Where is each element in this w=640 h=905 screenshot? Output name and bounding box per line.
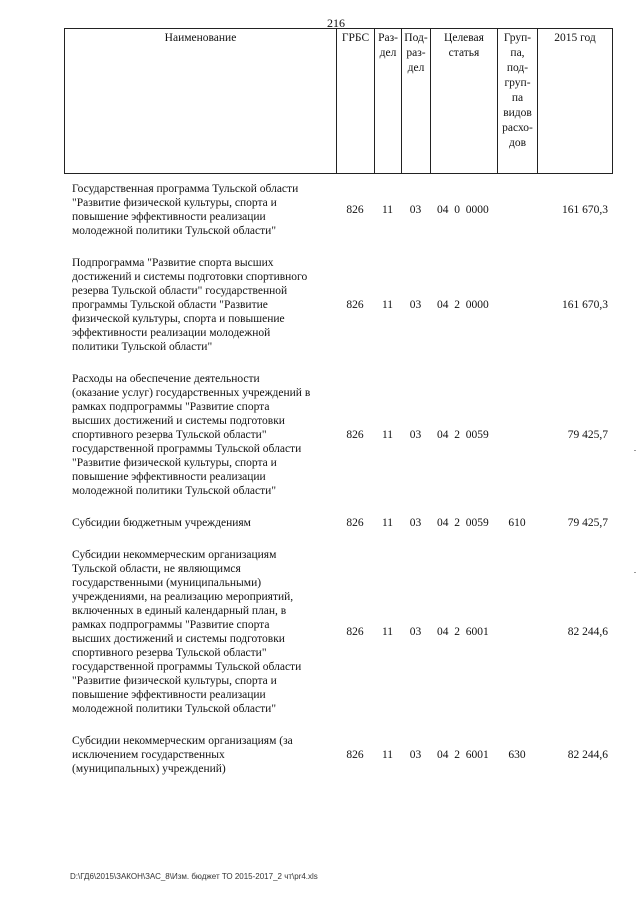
cell-grbs: 826 [346,429,364,441]
row-name-line: повышение эффективности реализации [72,471,266,483]
row-name-line: государственной программы Тульской области [72,443,302,455]
header-gruppa-vidov-rashodov [498,29,538,174]
row-name [64,366,336,510]
row-name-line: молодежной политики Тульской области" [72,703,277,715]
row-name-line: Тульской области, не являющимся [72,563,241,575]
cell-vid-rashodov [497,366,537,510]
row-name-line: рамках подпрограммы "Развитие спорта [72,401,270,413]
table-row [64,250,612,366]
header-line: видов [503,107,532,119]
header-line: дел [379,47,397,59]
cell-sum-2015: 161 670,3 [562,204,608,216]
cell-grbs: 826 [346,626,364,638]
row-name [64,728,336,788]
table-row [64,542,612,728]
header-year: 2015 год [538,29,613,174]
header-podrazdel [402,29,431,174]
row-name-line: политики Тульской области" [72,341,213,353]
cell-podrazdel: 03 [409,299,422,311]
budget-table [64,176,612,788]
row-name-line: (оказание услуг) государственных учреждений в [72,387,311,399]
cell-vid-rashodov [497,542,537,728]
cell-celevaya-statya: 04 2 0059 [437,429,489,441]
cell-sum-2015: 79 425,7 [567,517,608,529]
cell-grbs: 826 [346,749,364,761]
row-name-line: повышение эффективности реализации [72,211,266,223]
row-name [64,542,336,728]
cell-razdel: 11 [381,429,394,441]
cell-vid-rashodov: 610 [508,517,526,529]
row-name-line: достижений и системы подготовки спортивного [72,271,308,283]
header-line: раз- [406,47,426,59]
row-name-line: спортивного резерва Тульской области" [72,647,267,659]
cell-celevaya-statya: 04 2 6001 [437,749,489,761]
row-name-line: государственной программы Тульской области [72,661,302,673]
row-name-line: Субсидии некоммерческим организациям (за [72,735,293,747]
header-line: дов [508,137,527,149]
cell-celevaya-statya: 04 2 0000 [437,299,489,311]
scan-mark [634,450,636,451]
cell-razdel: 11 [381,749,394,761]
header-line: Под- [404,32,428,44]
header-line: груп- [504,77,531,89]
row-name-line: повышение эффективности реализации [72,689,266,701]
row-name-line: Подпрограмма "Развитие спорта высших [72,257,274,269]
scan-mark [634,572,636,573]
row-name-line: физической культуры, спорта и повышение [72,313,285,325]
cell-razdel: 11 [381,299,394,311]
cell-celevaya-statya: 04 2 0059 [437,517,489,529]
cell-sum-2015: 161 670,3 [562,299,608,311]
cell-grbs: 826 [346,299,364,311]
table-row [64,728,612,788]
row-name-line: (муниципальных) учреждений) [72,763,226,775]
cell-celevaya-statya: 04 0 0000 [437,204,489,216]
header-name: Наименование [65,29,337,174]
row-name-line: Субсидии бюджетным учреждениям [72,517,251,529]
header-celevaya-statya [431,29,498,174]
row-name [64,176,336,250]
row-name-line: рамках подпрограммы "Развитие спорта [72,619,270,631]
cell-sum-2015: 79 425,7 [567,429,608,441]
header-line: па, [510,47,525,59]
row-name-line: включенных в единый календарный план, в [72,605,287,617]
cell-sum-2015: 82 244,6 [567,749,608,761]
table-row [64,366,612,510]
row-name-line: эффективности реализации молодежной [72,327,271,339]
header-line: расхо- [502,122,533,134]
header-line: Груп- [503,32,532,44]
cell-sum-2015: 82 244,6 [567,626,608,638]
cell-podrazdel: 03 [409,204,422,216]
row-name-line: "Развитие физической культуры, спорта и [72,675,277,687]
cell-grbs: 826 [346,204,364,216]
cell-podrazdel: 03 [409,429,422,441]
row-name [64,250,336,366]
cell-podrazdel: 03 [409,626,422,638]
row-name-line: высших достижений и системы подготовки [72,633,285,645]
header-line: Целевая [444,32,484,44]
row-name-line: Субсидии некоммерческим организациям [72,549,277,561]
cell-vid-rashodov [497,250,537,366]
cell-razdel: 11 [381,517,394,529]
row-name-line: высших достижений и системы подготовки [72,415,285,427]
table-row [64,176,612,250]
row-name-line: учреждениями, на реализацию мероприятий, [72,591,294,603]
cell-podrazdel: 03 [409,749,422,761]
header-line: па [511,92,524,104]
cell-razdel: 11 [381,626,394,638]
cell-vid-rashodov [497,176,537,250]
cell-podrazdel: 03 [409,517,422,529]
page-number: 216 [327,16,345,30]
row-name-line: исключением государственных [72,749,225,761]
table-row [64,510,612,542]
row-name-line: спортивного резерва Тульской области" [72,429,267,441]
row-name-line: молодежной политики Тульской области" [72,225,277,237]
row-name-line: программы Тульской области "Развитие [72,299,268,311]
cell-celevaya-statya: 04 2 6001 [437,626,489,638]
header-line: Раз- [378,32,398,44]
header-line: под- [506,62,529,74]
file-path-footer: D:\ГД6\2015\ЗАКОН\ЗАС_8\Изм. бюджет ТО 2015-2017_2 чт\pr4.xls [70,872,318,881]
header-razdel [375,29,402,174]
row-name-line: государственными (муниципальными) [72,577,262,589]
cell-grbs: 826 [346,517,364,529]
row-name-line: "Развитие физической культуры, спорта и [72,457,277,469]
header-grbs: ГРБС [337,29,375,174]
header-line: дел [407,62,425,74]
table-header [64,28,613,174]
row-name [64,510,336,542]
cell-razdel: 11 [381,204,394,216]
row-name-line: резерва Тульской области" государственной [72,285,288,297]
cell-vid-rashodov: 630 [508,749,526,761]
header-line: статья [448,47,480,59]
row-name-line: молодежной политики Тульской области" [72,485,277,497]
row-name-line: Государственная программа Тульской области [72,183,299,195]
row-name-line: Расходы на обеспечение деятельности [72,373,260,385]
row-name-line: "Развитие физической культуры, спорта и [72,197,277,209]
